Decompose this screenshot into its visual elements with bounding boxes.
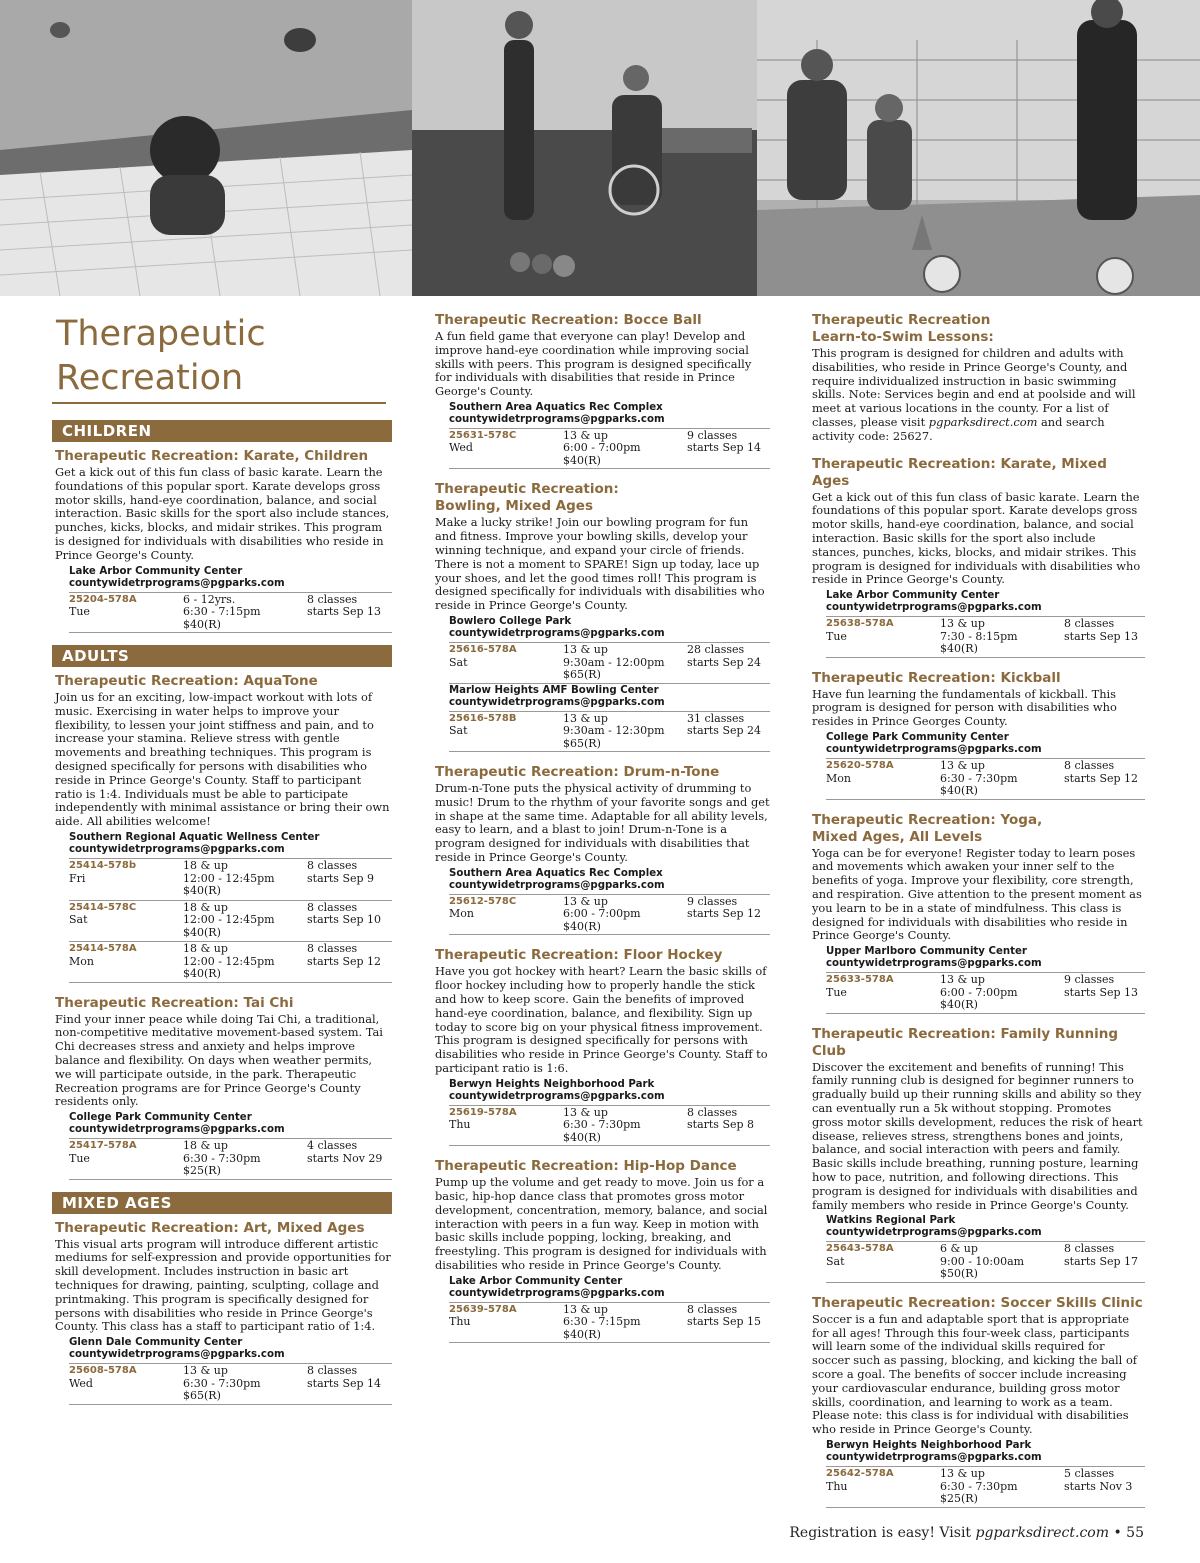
session-price: $40(R)	[183, 617, 221, 631]
page-number: 55	[1126, 1525, 1144, 1541]
session-start: starts Sep 12	[687, 907, 762, 921]
program-title	[435, 481, 770, 515]
session-time: 6:30 - 7:30pm	[183, 1376, 261, 1390]
session-classes: 8 classes	[307, 1364, 358, 1378]
contact-email[interactable]: countywidetrprograms@pgparks.com	[826, 1452, 1042, 1464]
column-left	[52, 312, 392, 1417]
session-classes: 8 classes	[1064, 617, 1115, 631]
mixed-ages-band: MIXED AGES	[52, 1192, 392, 1214]
program-location	[449, 402, 770, 426]
session-day: Mon	[826, 771, 851, 785]
location-name: Berwyn Heights Neighborhood Park	[826, 1440, 1032, 1452]
session-time: 7:30 - 8:15pm	[940, 629, 1018, 643]
page-footer	[789, 1525, 1144, 1541]
session-classes: 8 classes	[1064, 759, 1115, 773]
session-divider	[449, 934, 770, 935]
program-location	[449, 1079, 770, 1103]
location-name: Southern Regional Aquatic Wellness Center	[69, 832, 320, 844]
session-classes: 8 classes	[687, 1302, 738, 1316]
program-title: Therapeutic Recreation: Tai Chi	[55, 994, 294, 1011]
session-ages: 13 & up	[940, 1467, 985, 1481]
session-classes: 28 classes	[687, 643, 745, 657]
location-name: Watkins Regional Park	[826, 1215, 956, 1227]
child-swimming-pool-photo	[0, 0, 412, 296]
description-text: This program is designed for children and adults with disabilities, who reside in Prince George's County, and require individualized instruction in basic swimming skills. Note: Services begin and end at poolside and will meet at various locations in the county. For a list of classes, please visit	[812, 346, 1136, 429]
session-classes: 8 classes	[1064, 1242, 1115, 1256]
session-start: starts Sep 17	[1064, 1254, 1139, 1268]
contact-email[interactable]: countywidetrprograms@pgparks.com	[69, 577, 285, 589]
activity-code: 25608-578A	[69, 1365, 137, 1377]
session-price: $50(R)	[940, 1267, 978, 1281]
contact-email[interactable]: countywidetrprograms@pgparks.com	[826, 602, 1042, 614]
program-description: Soccer is a fun and adaptable sport that is appropriate for all ages! Through this four-week class, participants will learn some of the individual skills required for soccer such as passing, blocking, and kicking the ball of score a goal. The benefits of soccer include increasing your cardiovascular endurance, building gross motor skills, coordination, and learning to work as a team. Please note: this class is for individual with disabilities who reside in Prince George's County.	[812, 1311, 1138, 1437]
session-row	[69, 941, 392, 981]
contact-email[interactable]: countywidetrprograms@pgparks.com	[826, 1227, 1042, 1239]
program-hip-hop-dance	[432, 1158, 770, 1343]
session-classes: 8 classes	[687, 1105, 738, 1119]
session-start: starts Sep 10	[307, 913, 382, 927]
footer-bullet: •	[1113, 1525, 1122, 1541]
session-start: starts Sep 8	[687, 1118, 755, 1132]
activity-code: 25414-578b	[69, 860, 136, 872]
session-start: starts Sep 15	[687, 1315, 762, 1329]
session-row	[449, 1302, 770, 1342]
session-start: starts Sep 13	[1064, 629, 1139, 643]
program-soccer-skills-clinic	[809, 1295, 1145, 1508]
section-title	[56, 312, 392, 400]
program-karate-children	[52, 448, 392, 633]
activity-code: 25642-578A	[826, 1468, 894, 1480]
program-location	[449, 685, 770, 709]
location-name: Berwyn Heights Neighborhood Park	[449, 1078, 655, 1090]
column-right	[809, 312, 1145, 1520]
session-price: $40(R)	[940, 784, 978, 798]
program-bowling-mixed-ages	[432, 481, 770, 752]
activity-code: 25616-578A	[449, 644, 517, 656]
program-location	[449, 1276, 770, 1300]
session-price: $65(R)	[183, 1389, 221, 1403]
location-name: Southern Area Aquatics Rec Complex	[449, 867, 663, 879]
session-divider	[826, 1282, 1145, 1283]
session-row	[449, 1105, 770, 1145]
program-bocce-ball	[432, 312, 770, 469]
session-classes: 9 classes	[1064, 973, 1115, 987]
session-start: starts Sep 13	[1064, 985, 1139, 999]
session-price: $25(R)	[940, 1492, 978, 1506]
program-title: Therapeutic Recreation: Karate, Children	[55, 448, 369, 464]
session-divider	[69, 632, 392, 633]
contact-email[interactable]: countywidetrprograms@pgparks.com	[449, 1090, 665, 1102]
footer-url-link[interactable]: pgparksdirect.com	[975, 1525, 1109, 1541]
session-ages: 13 & up	[563, 1302, 608, 1316]
program-location	[69, 1112, 392, 1136]
activity-code: 25414-578A	[69, 943, 137, 955]
session-price: $40(R)	[563, 1130, 601, 1144]
program-description: Get a kick out of this fun class of basic karate. Learn the foundations of this popular sport. Karate develops gross motor skills, hand-eye coordination, balance, and social interaction. Basic skills for the sport also include stances, punches, kicks, blocks, and midair strikes. This program is designed for individuals with disabilities who reside in Prince George's County.	[55, 465, 390, 562]
session-start: starts Sep 14	[687, 441, 762, 455]
session-ages: 18 & up	[183, 859, 228, 873]
session-start: starts Sep 24	[687, 655, 762, 669]
session-row	[449, 711, 770, 751]
session-day: Tue	[69, 605, 90, 619]
session-ages: 13 & up	[940, 759, 985, 773]
contact-email[interactable]: countywidetrprograms@pgparks.com	[826, 744, 1042, 756]
session-classes: 8 classes	[307, 942, 358, 956]
program-location	[826, 1440, 1145, 1464]
program-title-line2: Bowling, Mixed Ages	[435, 498, 593, 515]
column-middle	[432, 312, 770, 1355]
session-price: $40(R)	[563, 919, 601, 933]
session-time: 6:30 - 7:15pm	[563, 1315, 641, 1329]
session-time: 6:30 - 7:15pm	[183, 605, 261, 619]
session-time: 6:30 - 7:30pm	[183, 1151, 261, 1165]
session-ages: 18 & up	[183, 942, 228, 956]
session-ages: 18 & up	[183, 1139, 228, 1153]
contact-email[interactable]: countywidetrprograms@pgparks.com	[449, 696, 665, 708]
program-title-line1: Therapeutic Recreation:	[435, 481, 619, 498]
session-day: Mon	[69, 954, 94, 968]
session-time: 6:00 - 7:00pm	[940, 985, 1018, 999]
location-name: Lake Arbor Community Center	[449, 1275, 623, 1287]
session-price: $40(R)	[183, 925, 221, 939]
program-location	[826, 946, 1145, 970]
description-tail: and search activity code: 25627.	[812, 414, 1105, 443]
program-description: Have fun learning the fundamentals of kickball. This program is designed for person with disabilities who resides in Prince Georges County.	[812, 686, 1117, 729]
section-title-line1: Therapeutic	[56, 314, 266, 354]
section-title-line2: Recreation	[56, 358, 244, 398]
program-description: Make a lucky strike! Join our bowling program for fun and fitness. Improve your bowling skills, develop your winning technique, and expand your circle of friends. There is not a moment to SPARE! Sign up today, lace up your shoes, and let the good times roll! This program is designed specifically for individuals with disabilities who reside in Prince George's County.	[435, 515, 765, 613]
activity-code: 25612-578C	[449, 895, 517, 907]
location-name: College Park Community Center	[826, 732, 1009, 744]
session-row	[69, 592, 392, 632]
session-classes: 8 classes	[307, 592, 358, 606]
program-drum-n-tone	[432, 764, 770, 935]
session-ages: 13 & up	[563, 711, 608, 725]
activity-code: 25620-578A	[826, 760, 894, 772]
program-kickball	[809, 670, 1145, 800]
contact-email[interactable]: countywidetrprograms@pgparks.com	[449, 1287, 665, 1299]
session-day: Tue	[69, 1151, 90, 1165]
session-divider	[69, 1179, 392, 1180]
session-row	[449, 428, 770, 468]
session-classes: 8 classes	[307, 900, 358, 914]
session-ages: 13 & up	[940, 973, 985, 987]
session-row	[449, 894, 770, 934]
program-title-line1: Therapeutic Recreation	[812, 312, 991, 328]
program-description: Discover the excitement and benefits of running! This family running club is designed for beginner runners to gradually build up their running skills and ability so they can eventually run a 5k without stopping. Promotes gross motor skills development, reduces the risk of heart disease, relieves stress, strengthens bones and joints, balance, and social interaction with peers and family. Basic skills include breathing, running posture, learning how to pace, nutrition, and following directions. This program is designed for individuals with disabilities and family members who reside in Prince George's County.	[812, 1059, 1143, 1212]
activity-code: 25616-578B	[449, 712, 517, 724]
program-title: Therapeutic Recreation: AquaTone	[55, 673, 318, 690]
program-description: Have you got hockey with heart? Learn the basic skills of floor hockey including how to properly handle the stick and how to keep score. Gain the benefits of improved hand-eye coordination, balance, and flexibility. Sign up today to score big on your physical fitness improvement. This program is designed specifically for persons with disabilities who reside in Prince George's County. Staff to participant ratio is 1:6.	[435, 964, 768, 1075]
session-time: 6:00 - 7:00pm	[563, 907, 641, 921]
program-learn-to-swim	[809, 312, 1145, 444]
program-description: Pump up the volume and get ready to move. Join us for a basic, hip-hop dance class that promotes gross motor development, concentration, memory, balance, and social interaction with peers in a fun way. Keep in motion with basic skills include popping, locking, breaking, and freestyling. This program is designed for individuals with disabilities who reside in Prince George's County.	[435, 1175, 768, 1272]
location-name: Marlow Heights AMF Bowling Center	[449, 684, 659, 696]
program-yoga	[809, 812, 1145, 1014]
contact-email[interactable]: countywidetrprograms@pgparks.com	[449, 628, 665, 640]
session-ages: 6 - 12yrs.	[183, 592, 236, 606]
session-time: 12:00 - 12:45pm	[183, 954, 275, 968]
location-name: Glenn Dale Community Center	[69, 1337, 243, 1349]
session-classes: 9 classes	[687, 894, 738, 908]
session-divider	[826, 1507, 1145, 1508]
session-divider	[449, 683, 770, 684]
session-ages: 13 & up	[563, 428, 608, 442]
session-ages: 13 & up	[563, 643, 608, 657]
session-time: 12:00 - 12:45pm	[183, 913, 275, 927]
session-classes: 5 classes	[1064, 1467, 1115, 1481]
section-title-rule	[52, 402, 386, 404]
session-price: $25(R)	[183, 1164, 221, 1178]
session-classes: 4 classes	[307, 1139, 358, 1153]
program-title	[812, 312, 1145, 346]
session-day: Fri	[69, 871, 86, 885]
contact-email[interactable]: countywidetrprograms@pgparks.com	[69, 844, 285, 856]
contact-email[interactable]: countywidetrprograms@pgparks.com	[69, 1124, 285, 1136]
session-start: starts Nov 29	[307, 1151, 383, 1165]
program-title: Therapeutic Recreation: Soccer Skills Clinic	[812, 1294, 1143, 1311]
session-divider	[826, 799, 1145, 800]
program-family-running-club	[809, 1026, 1145, 1283]
activity-code: 25633-578A	[826, 974, 894, 986]
program-location	[69, 1337, 392, 1361]
session-row	[69, 1363, 392, 1403]
session-start: starts Sep 9	[307, 871, 375, 885]
session-ages: 13 & up	[563, 894, 608, 908]
activity-code: 25638-578A	[826, 618, 894, 630]
session-price: $40(R)	[183, 884, 221, 898]
program-title-line1: Therapeutic Recreation: Yoga,	[812, 811, 1043, 828]
session-day: Thu	[826, 1479, 848, 1493]
session-start: starts Sep 13	[307, 605, 382, 619]
session-time: 12:00 - 12:45pm	[183, 871, 275, 885]
session-classes: 8 classes	[307, 859, 358, 873]
session-ages: 13 & up	[940, 617, 985, 631]
session-time: 9:30am - 12:00pm	[563, 655, 665, 669]
photo-strip	[0, 0, 1200, 296]
session-time: 9:00 - 10:00am	[940, 1254, 1025, 1268]
session-ages: 6 & up	[940, 1242, 978, 1256]
activity-code: 25619-578A	[449, 1106, 517, 1118]
session-price: $40(R)	[183, 967, 221, 981]
session-day: Sat	[826, 1254, 845, 1268]
session-row	[826, 1466, 1145, 1506]
activity-code: 25414-578C	[69, 901, 137, 913]
program-description: This visual arts program will introduce different artistic mediums for self-expression and provide opportunities for skill development. Includes instruction in basic art techniques for drawing, painting, sculpting, collage and printmaking. This program is specifically designed for persons with disabilities who reside in Prince George's County. This class has a staff to participant ratio of 1:4.	[55, 1236, 391, 1334]
session-divider	[449, 751, 770, 752]
session-ages: 18 & up	[183, 900, 228, 914]
program-title: Therapeutic Recreation: Art, Mixed Ages	[55, 1219, 365, 1236]
program-location	[69, 832, 392, 856]
location-name: Bowlero College Park	[449, 616, 572, 628]
session-day: Thu	[449, 1118, 471, 1132]
session-divider	[826, 1013, 1145, 1014]
session-row	[69, 858, 392, 898]
session-day: Sat	[69, 913, 88, 927]
program-title-line2: Mixed Ages, All Levels	[812, 828, 983, 845]
program-art-mixed-ages	[52, 1220, 392, 1405]
session-time: 6:30 - 7:30pm	[563, 1118, 641, 1132]
program-floor-hockey	[432, 947, 770, 1146]
activity-code: 25631-578C	[449, 429, 517, 441]
session-day: Mon	[449, 907, 474, 921]
session-row	[826, 616, 1145, 656]
program-title: Therapeutic Recreation: Karate, Mixed Ages	[812, 455, 1107, 489]
session-ages: 13 & up	[183, 1364, 228, 1378]
session-start: starts Nov 3	[1064, 1479, 1133, 1493]
program-location	[449, 616, 770, 640]
session-day: Sat	[449, 655, 468, 669]
session-day: Tue	[826, 985, 847, 999]
program-description: Join us for an exciting, low-impact workout with lots of music. Exercising in water helps to improve your flexibility, to lessen your joint stiffness and pain, and to increase your stamina. Relieve stress with gentle movements and breathing techniques. This program is designed specifically for persons with disabilities who reside in Prince George's County. Staff to participant ratio is 1:4. Individuals must be able to participate independently with minimal assistance or bring their own aide. All abilities welcome!	[55, 690, 390, 829]
program-title: Therapeutic Recreation: Bocce Ball	[435, 312, 702, 328]
program-title: Therapeutic Recreation: Floor Hockey	[435, 947, 723, 964]
session-row	[69, 1138, 392, 1178]
program-description: Find your inner peace while doing Tai Chi, a traditional, non-competitive meditative movement-based system. Tai Chi decreases stress and anxiety and helps improve balance and flexibility. On days when weather permits, we will participate outside, in the park. Therapeutic Recreation programs are for Prince George's County residents only.	[55, 1011, 383, 1109]
location-name: Upper Marlboro Community Center	[826, 946, 1027, 958]
session-day: Tue	[826, 629, 847, 643]
program-location	[69, 566, 392, 590]
session-time: 6:30 - 7:30pm	[940, 1479, 1018, 1493]
session-divider	[826, 657, 1145, 658]
session-divider	[69, 982, 392, 983]
program-title	[812, 812, 1145, 846]
session-day: Wed	[449, 441, 473, 455]
activity-code: 25417-578A	[69, 1140, 137, 1152]
program-title: Therapeutic Recreation: Kickball	[812, 669, 1061, 686]
session-classes: 31 classes	[687, 711, 745, 725]
program-location	[449, 868, 770, 892]
children-band: CHILDREN	[52, 420, 392, 442]
session-day: Sat	[449, 724, 468, 738]
adults-band: ADULTS	[52, 645, 392, 667]
program-location	[826, 732, 1145, 756]
bocce-ball-photo	[412, 0, 757, 296]
location-name: Southern Area Aquatics Rec Complex	[449, 401, 663, 413]
program-title: Therapeutic Recreation: Drum-n-Tone	[435, 764, 720, 781]
location-name: Lake Arbor Community Center	[69, 565, 243, 577]
session-divider	[449, 468, 770, 469]
footer-registration-text: Registration is easy!	[789, 1525, 935, 1541]
program-karate-mixed-ages	[809, 456, 1145, 658]
session-price: $40(R)	[563, 1327, 601, 1341]
program-aquatone	[52, 673, 392, 982]
session-classes: 9 classes	[687, 428, 738, 442]
session-price: $65(R)	[563, 668, 601, 682]
program-title: Therapeutic Recreation: Family Running Club	[812, 1025, 1118, 1059]
session-row	[449, 642, 770, 682]
session-time: 6:00 - 7:00pm	[563, 441, 641, 455]
session-time: 9:30am - 12:30pm	[563, 724, 665, 738]
activity-code: 25643-578A	[826, 1243, 894, 1255]
location-name: College Park Community Center	[69, 1112, 252, 1124]
contact-email[interactable]: countywidetrprograms@pgparks.com	[826, 958, 1042, 970]
session-day: Wed	[69, 1376, 93, 1390]
footer-visit-text: Visit	[939, 1525, 972, 1541]
session-divider	[449, 1145, 770, 1146]
session-divider	[69, 1404, 392, 1405]
program-location	[826, 1215, 1145, 1239]
program-description: Yoga can be for everyone! Register today to learn poses and movements which awaken your inner self to the benefits of yoga. Improve your flexibility, core strength, and respiration. Give attention to the present moment as you learn to be in a state of mindfulness. This class is designed for individuals with disabilities who reside in Prince George's County.	[812, 845, 1142, 943]
activity-code: 25639-578A	[449, 1303, 517, 1315]
session-row	[826, 758, 1145, 798]
session-ages: 13 & up	[563, 1105, 608, 1119]
activity-code: 25204-578A	[69, 593, 137, 605]
session-day: Thu	[449, 1315, 471, 1329]
location-name: Lake Arbor Community Center	[826, 590, 1000, 602]
session-price: $40(R)	[940, 998, 978, 1012]
program-description	[812, 347, 1145, 444]
contact-email[interactable]: countywidetrprograms@pgparks.com	[449, 879, 665, 891]
session-start: starts Sep 12	[307, 954, 382, 968]
program-title: Therapeutic Recreation: Hip-Hop Dance	[435, 1158, 737, 1175]
session-divider	[449, 1342, 770, 1343]
session-start: starts Sep 12	[1064, 771, 1139, 785]
contact-email[interactable]: countywidetrprograms@pgparks.com	[449, 413, 665, 425]
soccer-practice-photo	[757, 0, 1200, 296]
program-location	[826, 590, 1145, 614]
session-time: 6:30 - 7:30pm	[940, 771, 1018, 785]
program-title-line2: Learn-to-Swim Lessons:	[812, 329, 994, 345]
program-description: Get a kick out of this fun class of basic karate. Learn the foundations of this popular sport. Karate develops gross motor skills, hand-eye coordination, balance, and social interaction. Basic skills for the sport also include stances, punches, kicks, blocks, and midair strikes. This program is designed for individuals with disabilities who reside in Prince George's County.	[812, 489, 1141, 587]
contact-email[interactable]: countywidetrprograms@pgparks.com	[69, 1349, 285, 1361]
session-price: $65(R)	[563, 736, 601, 750]
session-row	[826, 972, 1145, 1012]
session-row	[69, 900, 392, 940]
session-row	[826, 1241, 1145, 1281]
program-description: Drum-n-Tone puts the physical activity of drumming to music! Drum to the rhythm of your favorite songs and get in shape at the same time. Adaptable for all ability levels, easy to learn, and a blast to join! Drum-n-Tone is a program designed for individuals with disabilities that reside in Prince George's County.	[435, 781, 770, 865]
session-price: $40(R)	[940, 642, 978, 656]
program-tai-chi	[52, 995, 392, 1180]
session-price: $40(R)	[563, 453, 601, 467]
session-start: starts Sep 24	[687, 724, 762, 738]
session-start: starts Sep 14	[307, 1376, 382, 1390]
program-description: A fun field game that everyone can play! Develop and improve hand-eye coordination while improving social skills with peers. This program is designed specifically for individuals with disabilities that reside in Prince George's County.	[435, 329, 752, 399]
pgparksdirect-link[interactable]: pgparksdirect.com	[928, 414, 1038, 429]
